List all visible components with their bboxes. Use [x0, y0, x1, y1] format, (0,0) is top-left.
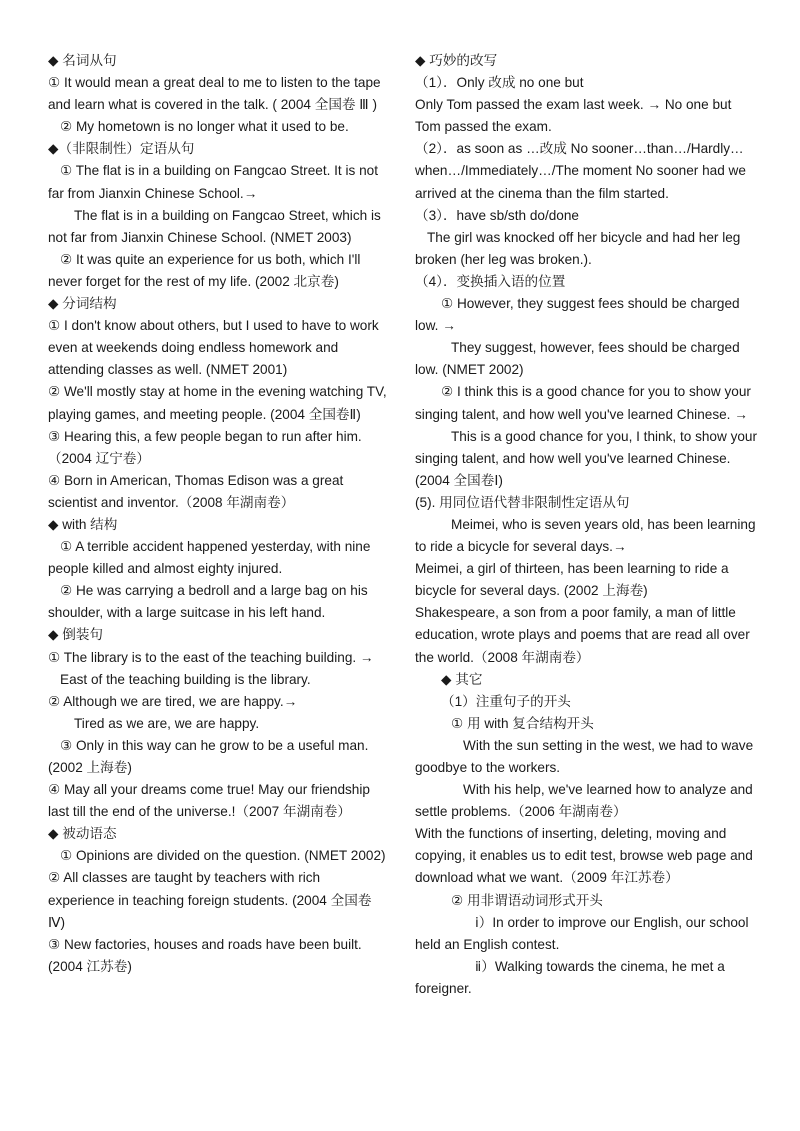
right-line: Meimei, who is seven years old, has been learning to ride a bicycle for several days.→ [415, 516, 756, 555]
left-line: ◆ 倒装句 [48, 627, 104, 643]
right-line: ⅰ）In order to improve our English, our school held an English contest. [415, 914, 749, 952]
right-line: With his help, we've learned how to analyze and settle problems.（2006 年湖南卷） [415, 782, 753, 820]
right-line: ② 用非谓语动词形式开头 [451, 892, 603, 908]
left-line: ◆ 被动语态 [48, 826, 117, 842]
left-line: ③ Only in this way can he grow to be a useful man. (2002 上海卷) [48, 737, 369, 775]
left-line: ◆ 名词从句 [48, 53, 117, 68]
left-line: ② It was quite an experience for us both, which I'll never forget for the rest of my life. (2002 北京卷) [48, 251, 361, 289]
right-line: ① 用 with 复合结构开头 [451, 715, 594, 731]
left-line: ① It would mean a great deal to me to listen to the tape and learn what is covered in the talk. ( 2004 全国卷 Ⅲ ) [48, 75, 381, 113]
left-line: ① The library is to the east of the teaching building. → [48, 649, 374, 665]
left-line: ① The flat is in a building on Fangcao Street. It is not far from Jianxin Chinese School.→ [48, 163, 378, 201]
right-line: （1）．Only 改成 no one but [415, 75, 584, 91]
right-line: （1）注重句子的开头 [441, 693, 571, 709]
left-line: ③ Hearing this, a few people began to run after him.（2004 辽宁卷） [48, 428, 362, 466]
left-line: ④ Born in American, Thomas Edison was a great scientist and inventor.（2008 年湖南卷） [48, 472, 344, 510]
right-line: （4）．变换插入语的位置 [415, 273, 566, 289]
left-line: ◆ 分词结构 [48, 296, 117, 312]
right-line: ⅱ）Walking towards the cinema, he met a foreigner. [415, 958, 725, 996]
right-line: （2）．as soon as …改成 No sooner…than…/Hardly…when…/Immediately…/The moment No sooner had we arrived at the cinema than the film started. [415, 141, 746, 201]
right-line: ① However, they suggest fees should be charged low. → [415, 296, 740, 334]
right-line: Shakespeare, a son from a poor family, a man of little education, wrote plays and poems that are read all over the world.（2008 年湖南卷） [415, 605, 750, 665]
left-line: ② My hometown is no longer what it used to be. [60, 119, 349, 135]
right-line: They suggest, however, fees should be charged low. (NMET 2002) [415, 340, 740, 378]
left-line: ① Opinions are divided on the question. (NMET 2002) [60, 848, 386, 864]
right-column [415, 50, 760, 1000]
right-line: The girl was knocked off her bicycle and had her leg broken (her leg was broken.). [415, 229, 741, 267]
right-line: （3）．have sb/sth do/done [415, 207, 579, 223]
left-line: ① I don't know about others, but I used to have to work even at weekends doing endless homework and attending classes as well. (NMET 2001) [48, 318, 379, 378]
right-line: With the sun setting in the west, we had to wave goodbye to the workers. [415, 737, 754, 775]
left-line: ◆ with 结构 [48, 516, 118, 532]
left-line: East of the teaching building is the library. [60, 671, 311, 687]
right-line: With the functions of inserting, deleting, moving and copying, it enables us to edit test, browse web page and download what we want.（2009 年江苏卷） [415, 826, 753, 886]
left-line: The flat is in a building on Fangcao Street, which is not far from Jianxin Chinese School. (NMET 2003) [48, 207, 381, 245]
right-line: (5). 用同位语代替非限制性定语从句 [415, 494, 630, 510]
left-line: ◆（非限制性）定语从句 [48, 141, 195, 157]
right-line: Only Tom passed the exam last week. → No one but Tom passed the exam. [415, 97, 732, 135]
left-line: ② All classes are taught by teachers with rich experience in teaching foreign students. (2004 全国卷Ⅳ) [48, 870, 372, 930]
left-column [48, 50, 388, 978]
right-line: This is a good chance for you, I think, to show your singing talent, and how well you've learned Chinese. (2004 全国卷Ⅰ) [415, 428, 758, 488]
right-line: ◆ 其它 [441, 671, 483, 687]
left-line: ② Although we are tired, we are happy.→ [48, 693, 298, 709]
left-line: ① A terrible accident happened yesterday, with nine people killed and almost eighty injured. [48, 539, 371, 577]
left-line: ③ New factories, houses and roads have been built.(2004 江苏卷) [48, 936, 362, 974]
left-line: ② We'll mostly stay at home in the evening watching TV, playing games, and meeting people. (2004 全国卷Ⅱ) [48, 384, 387, 422]
right-line: Meimei, a girl of thirteen, has been learning to ride a bicycle for several days. (2002 上海卷) [415, 561, 729, 599]
left-line: Tired as we are, we are happy. [74, 715, 260, 731]
left-line: ② He was carrying a bedroll and a large bag on his shoulder, with a large suitcase in his left hand. [48, 583, 368, 621]
right-line: ◆ 巧妙的改写 [415, 53, 498, 68]
right-line: ② I think this is a good chance for you to show your singing talent, and how well you've learned Chinese. → [415, 384, 751, 422]
left-line: ④ May all your dreams come true! May our friendship last till the end of the universe.!（2007 年湖南卷） [48, 782, 370, 820]
